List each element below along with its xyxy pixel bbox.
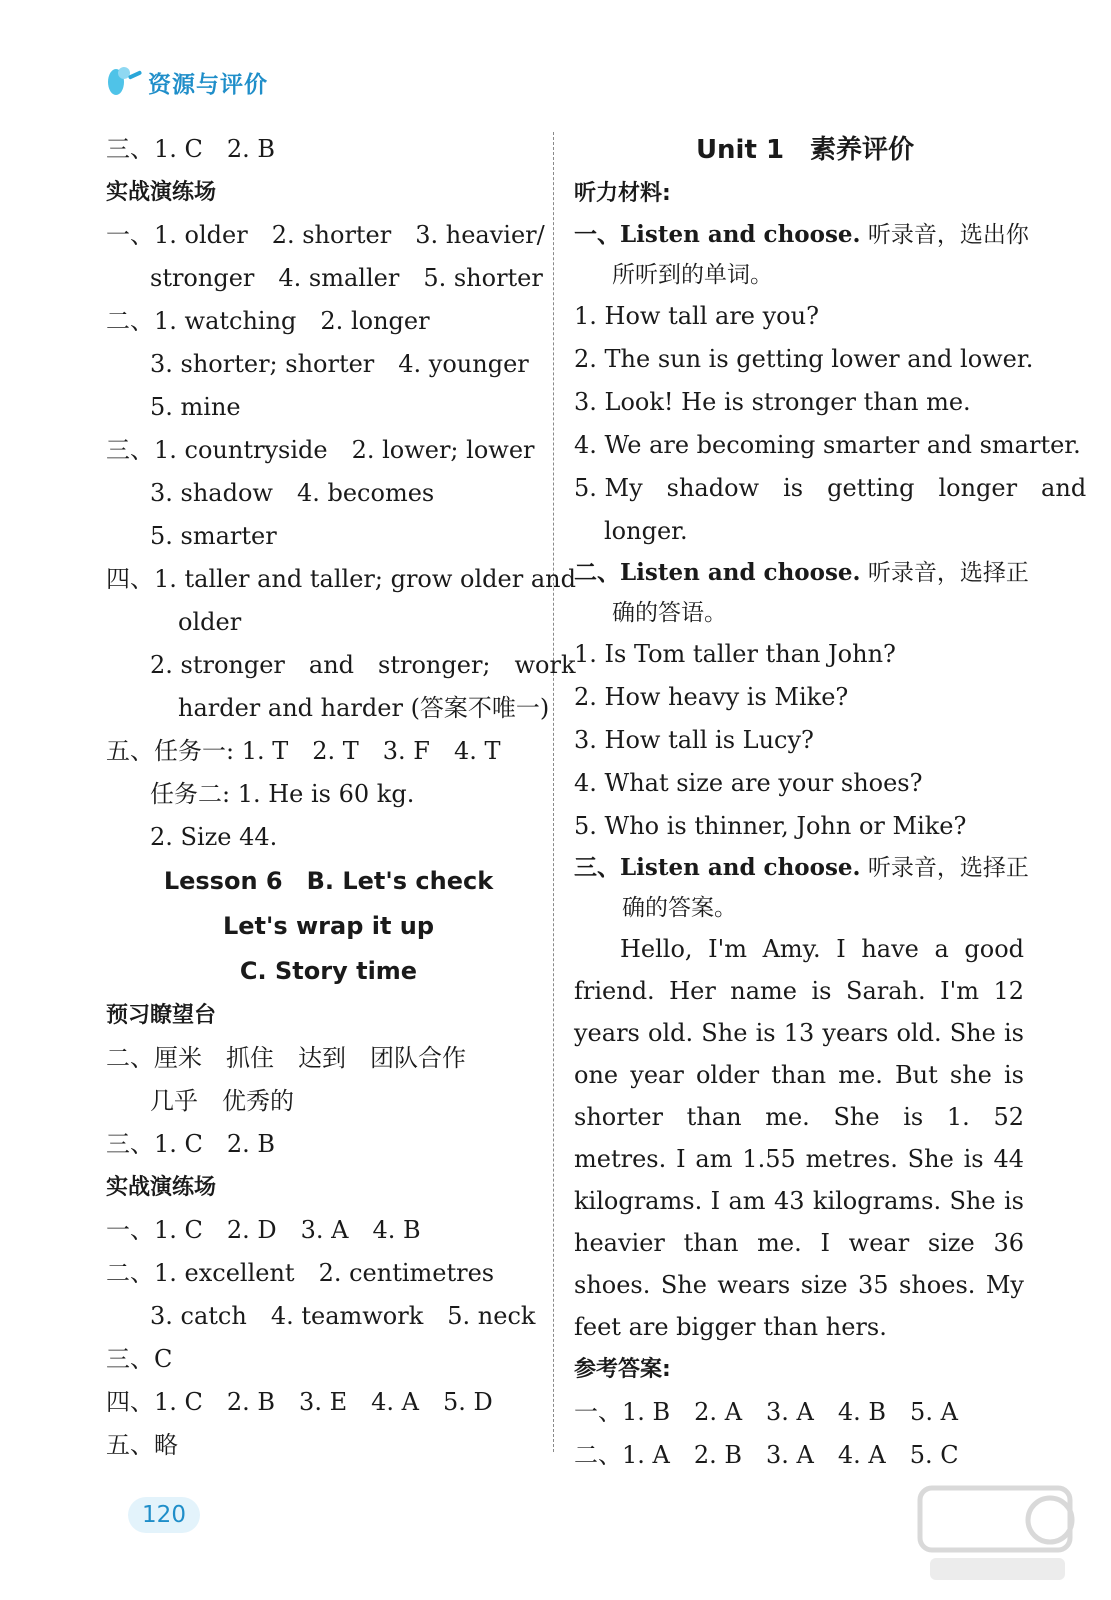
answer-line: 二、1. excellent 2. centimetres: [106, 1259, 495, 1287]
unit-title: Unit 1 素养评价: [695, 135, 915, 165]
section-heading: 实战演练场: [106, 180, 217, 205]
instruction-cn-cont: 确的答语。: [612, 600, 727, 626]
answer-line: 二、厘米 抓住 达到 团队合作: [106, 1044, 466, 1072]
header-title: 资源与评价: [148, 71, 268, 98]
answer-line: harder and harder (答案不唯一): [178, 694, 550, 722]
instruction-cn: 听录音，选出你: [867, 222, 1029, 248]
listening-passage: Hello, I'm Amy. I have a good friend. Her name is Sarah. I'm 12 years old. She is 13 years old. She is one year older than me. But she is shorter than me. She is 1. 52 metres. I am 1.55 metres. She is 44 kilograms. I am 43 kilograms. She is heavier than me. I wear size 36 shoes. She wears size 35 shoes. My feet are bigger than hers.: [574, 935, 1024, 1341]
section-heading: 预习瞭望台: [106, 1003, 217, 1028]
answer-line: 二、1. watching 2. longer: [106, 307, 430, 335]
list-item: 5. My shadow is getting longer and: [574, 474, 1087, 502]
left-column: [106, 128, 576, 1467]
section-instruction: [574, 215, 1029, 255]
answers-label: 参考答案:: [574, 1357, 671, 1382]
list-item: 3. How tall is Lucy?: [574, 726, 814, 754]
answer-line: 一、1. C 2. D 3. A 4. B: [106, 1216, 421, 1244]
answer-line: 3. shorter; shorter 4. younger: [150, 350, 529, 378]
answer-line: 三、1. countryside 2. lower; lower: [106, 436, 535, 464]
answer-line: older: [178, 608, 242, 636]
instruction-cn-cont: 所听到的单词。: [612, 262, 773, 288]
answer-line: 5. mine: [150, 393, 241, 421]
answer-line: 3. shadow 4. becomes: [150, 479, 435, 507]
answer-line: 一、1. older 2. shorter 3. heavier/: [106, 221, 545, 249]
lesson-title: Lesson 6 B. Let's check: [163, 867, 494, 895]
list-item: 4. We are becoming smarter and smarter.: [574, 431, 1081, 459]
instruction-en: 三、Listen and choose.: [574, 854, 861, 881]
section-instruction: [574, 848, 1029, 888]
answer-line: 五、略: [106, 1431, 178, 1459]
answer-line: 三、C: [106, 1345, 173, 1373]
answer-line: 2. stronger and stronger; work: [150, 651, 576, 679]
section-heading: 实战演练场: [106, 1175, 217, 1200]
answer-line: stronger 4. smaller 5. shorter: [150, 264, 543, 292]
watermark-logo: [900, 1480, 1090, 1590]
answer-line: 一、1. B 2. A 3. A 4. B 5. A: [574, 1398, 958, 1426]
answer-line: 3. catch 4. teamwork 5. neck: [150, 1302, 536, 1330]
answer-line: 5. smarter: [150, 522, 277, 550]
list-item: 3. Look! He is stronger than me.: [574, 388, 971, 416]
answer-line: 几乎 优秀的: [150, 1087, 294, 1115]
lesson-subtitle: C. Story time: [239, 957, 418, 985]
section-instruction: [574, 553, 1029, 593]
answer-line: 二、1. A 2. B 3. A 4. A 5. C: [574, 1441, 959, 1469]
answer-line: 四、1. taller and taller; grow older and: [106, 565, 576, 593]
list-item: longer.: [604, 517, 688, 545]
answer-line: 三、1. C 2. B: [106, 135, 276, 163]
answer-line: 五、任务一: 1. T 2. T 3. F 4. T: [106, 737, 501, 765]
lesson-subtitle: Let's wrap it up: [222, 912, 435, 940]
instruction-cn-cont: 确的答案。: [622, 895, 737, 921]
listening-label: 听力材料:: [574, 181, 671, 206]
list-item: 1. How tall are you?: [574, 302, 819, 330]
answer-line: 2. Size 44.: [150, 823, 278, 851]
instruction-cn: 听录音，选择正: [867, 855, 1029, 881]
list-item: 4. What size are your shoes?: [574, 769, 923, 797]
answer-line: 三、1. C 2. B: [106, 1130, 276, 1158]
instruction-en: 二、Listen and choose.: [574, 559, 861, 586]
list-item: 2. The sun is getting lower and lower.: [574, 345, 1034, 373]
page-header: [104, 62, 268, 102]
book-logo-icon: [104, 63, 146, 101]
right-column: [574, 128, 1087, 1477]
instruction-cn: 听录音，选择正: [867, 560, 1029, 586]
page-number: 120: [128, 1497, 200, 1533]
column-divider: [553, 132, 554, 1452]
list-item: 1. Is Tom taller than John?: [574, 640, 896, 668]
answer-line: 任务二: 1. He is 60 kg.: [150, 780, 415, 808]
answer-line: 四、1. C 2. B 3. E 4. A 5. D: [106, 1388, 493, 1416]
list-item: 2. How heavy is Mike?: [574, 683, 849, 711]
list-item: 5. Who is thinner, John or Mike?: [574, 812, 967, 840]
instruction-en: 一、Listen and choose.: [574, 221, 861, 248]
